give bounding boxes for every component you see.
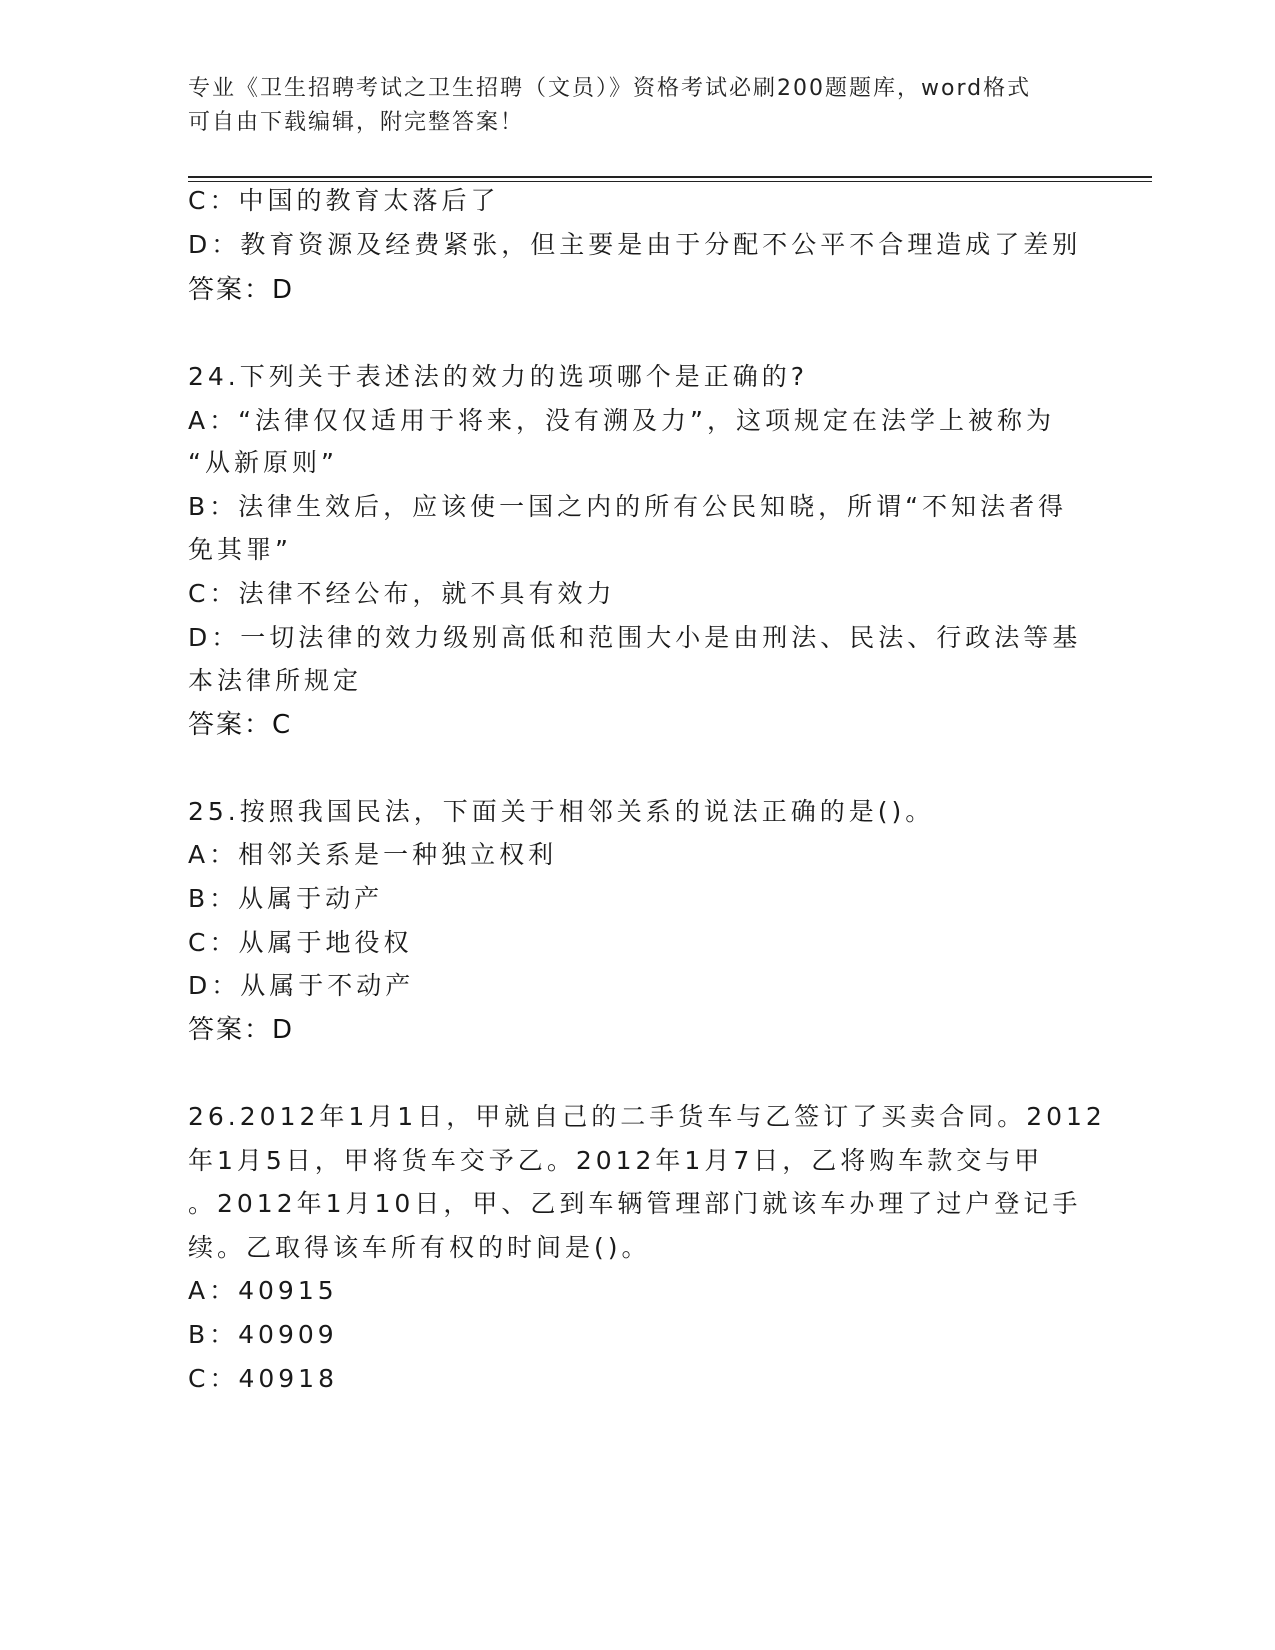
q26-question-line-4: 续。乙取得该车所有权的时间是()。 [188, 1233, 651, 1262]
q24-option-d-line-1: D：一切法律的效力级别高低和范围大小是由刑法、民法、行政法等基 [188, 623, 1082, 652]
q26-option-c: C：40918 [188, 1364, 338, 1393]
q26-question-line-3: 。2012年1月10日，甲、乙到车辆管理部门就该车办理了过户登记手 [188, 1189, 1082, 1218]
q25-answer: 答案：D [188, 1015, 295, 1045]
header-title-line-2: 可自由下载编辑，附完整答案！ [188, 110, 525, 135]
q25-question: 25.按照我国民法，下面关于相邻关系的说法正确的是()。 [188, 797, 935, 826]
q24-question: 24.下列关于表述法的效力的选项哪个是正确的? [188, 362, 809, 391]
q26-question-line-2: 年1月5日，甲将货车交予乙。2012年1月7日，乙将购车款交与甲 [188, 1146, 1044, 1175]
q25-option-d: D：从属于不动产 [188, 971, 415, 1000]
header-title-line-1: 专业《卫生招聘考试之卫生招聘（文员）》资格考试必刷200题题库，word格式 [188, 76, 1032, 101]
q24-option-a-line-1: A：“法律仅仅适用于将来，没有溯及力”，这项规定在法学上被称为 [188, 406, 1056, 435]
q24-option-b-line-1: B：法律生效后，应该使一国之内的所有公民知晓，所谓“不知法者得 [188, 492, 1068, 521]
q24-option-b-line-2: 免其罪” [188, 535, 292, 564]
q26-option-b: B：40909 [188, 1320, 338, 1349]
q25-option-c: C：从属于地役权 [188, 928, 413, 957]
q24-option-a-line-2: “从新原则” [188, 448, 338, 477]
q23-option-c: C：中国的教育太落后了 [188, 186, 500, 215]
q25-option-b: B：从属于动产 [188, 884, 384, 913]
q25-option-a: A：相邻关系是一种独立权利 [188, 840, 558, 869]
header-divider-thin [188, 181, 1152, 182]
q26-question-line-1: 26.2012年1月1日，甲就自己的二手货车与乙签订了买卖合同。2012 [188, 1102, 1106, 1131]
q23-option-d: D：教育资源及经费紧张，但主要是由于分配不公平不合理造成了差别 [188, 230, 1082, 259]
q24-option-d-line-2: 本法律所规定 [188, 666, 363, 695]
q24-option-c: C：法律不经公布，就不具有效力 [188, 579, 616, 608]
document-header [188, 72, 1088, 140]
q23-answer: 答案：D [188, 275, 295, 305]
q24-answer: 答案：C [188, 710, 293, 740]
q26-option-a: A：40915 [188, 1276, 338, 1305]
header-divider-thick [188, 176, 1152, 178]
